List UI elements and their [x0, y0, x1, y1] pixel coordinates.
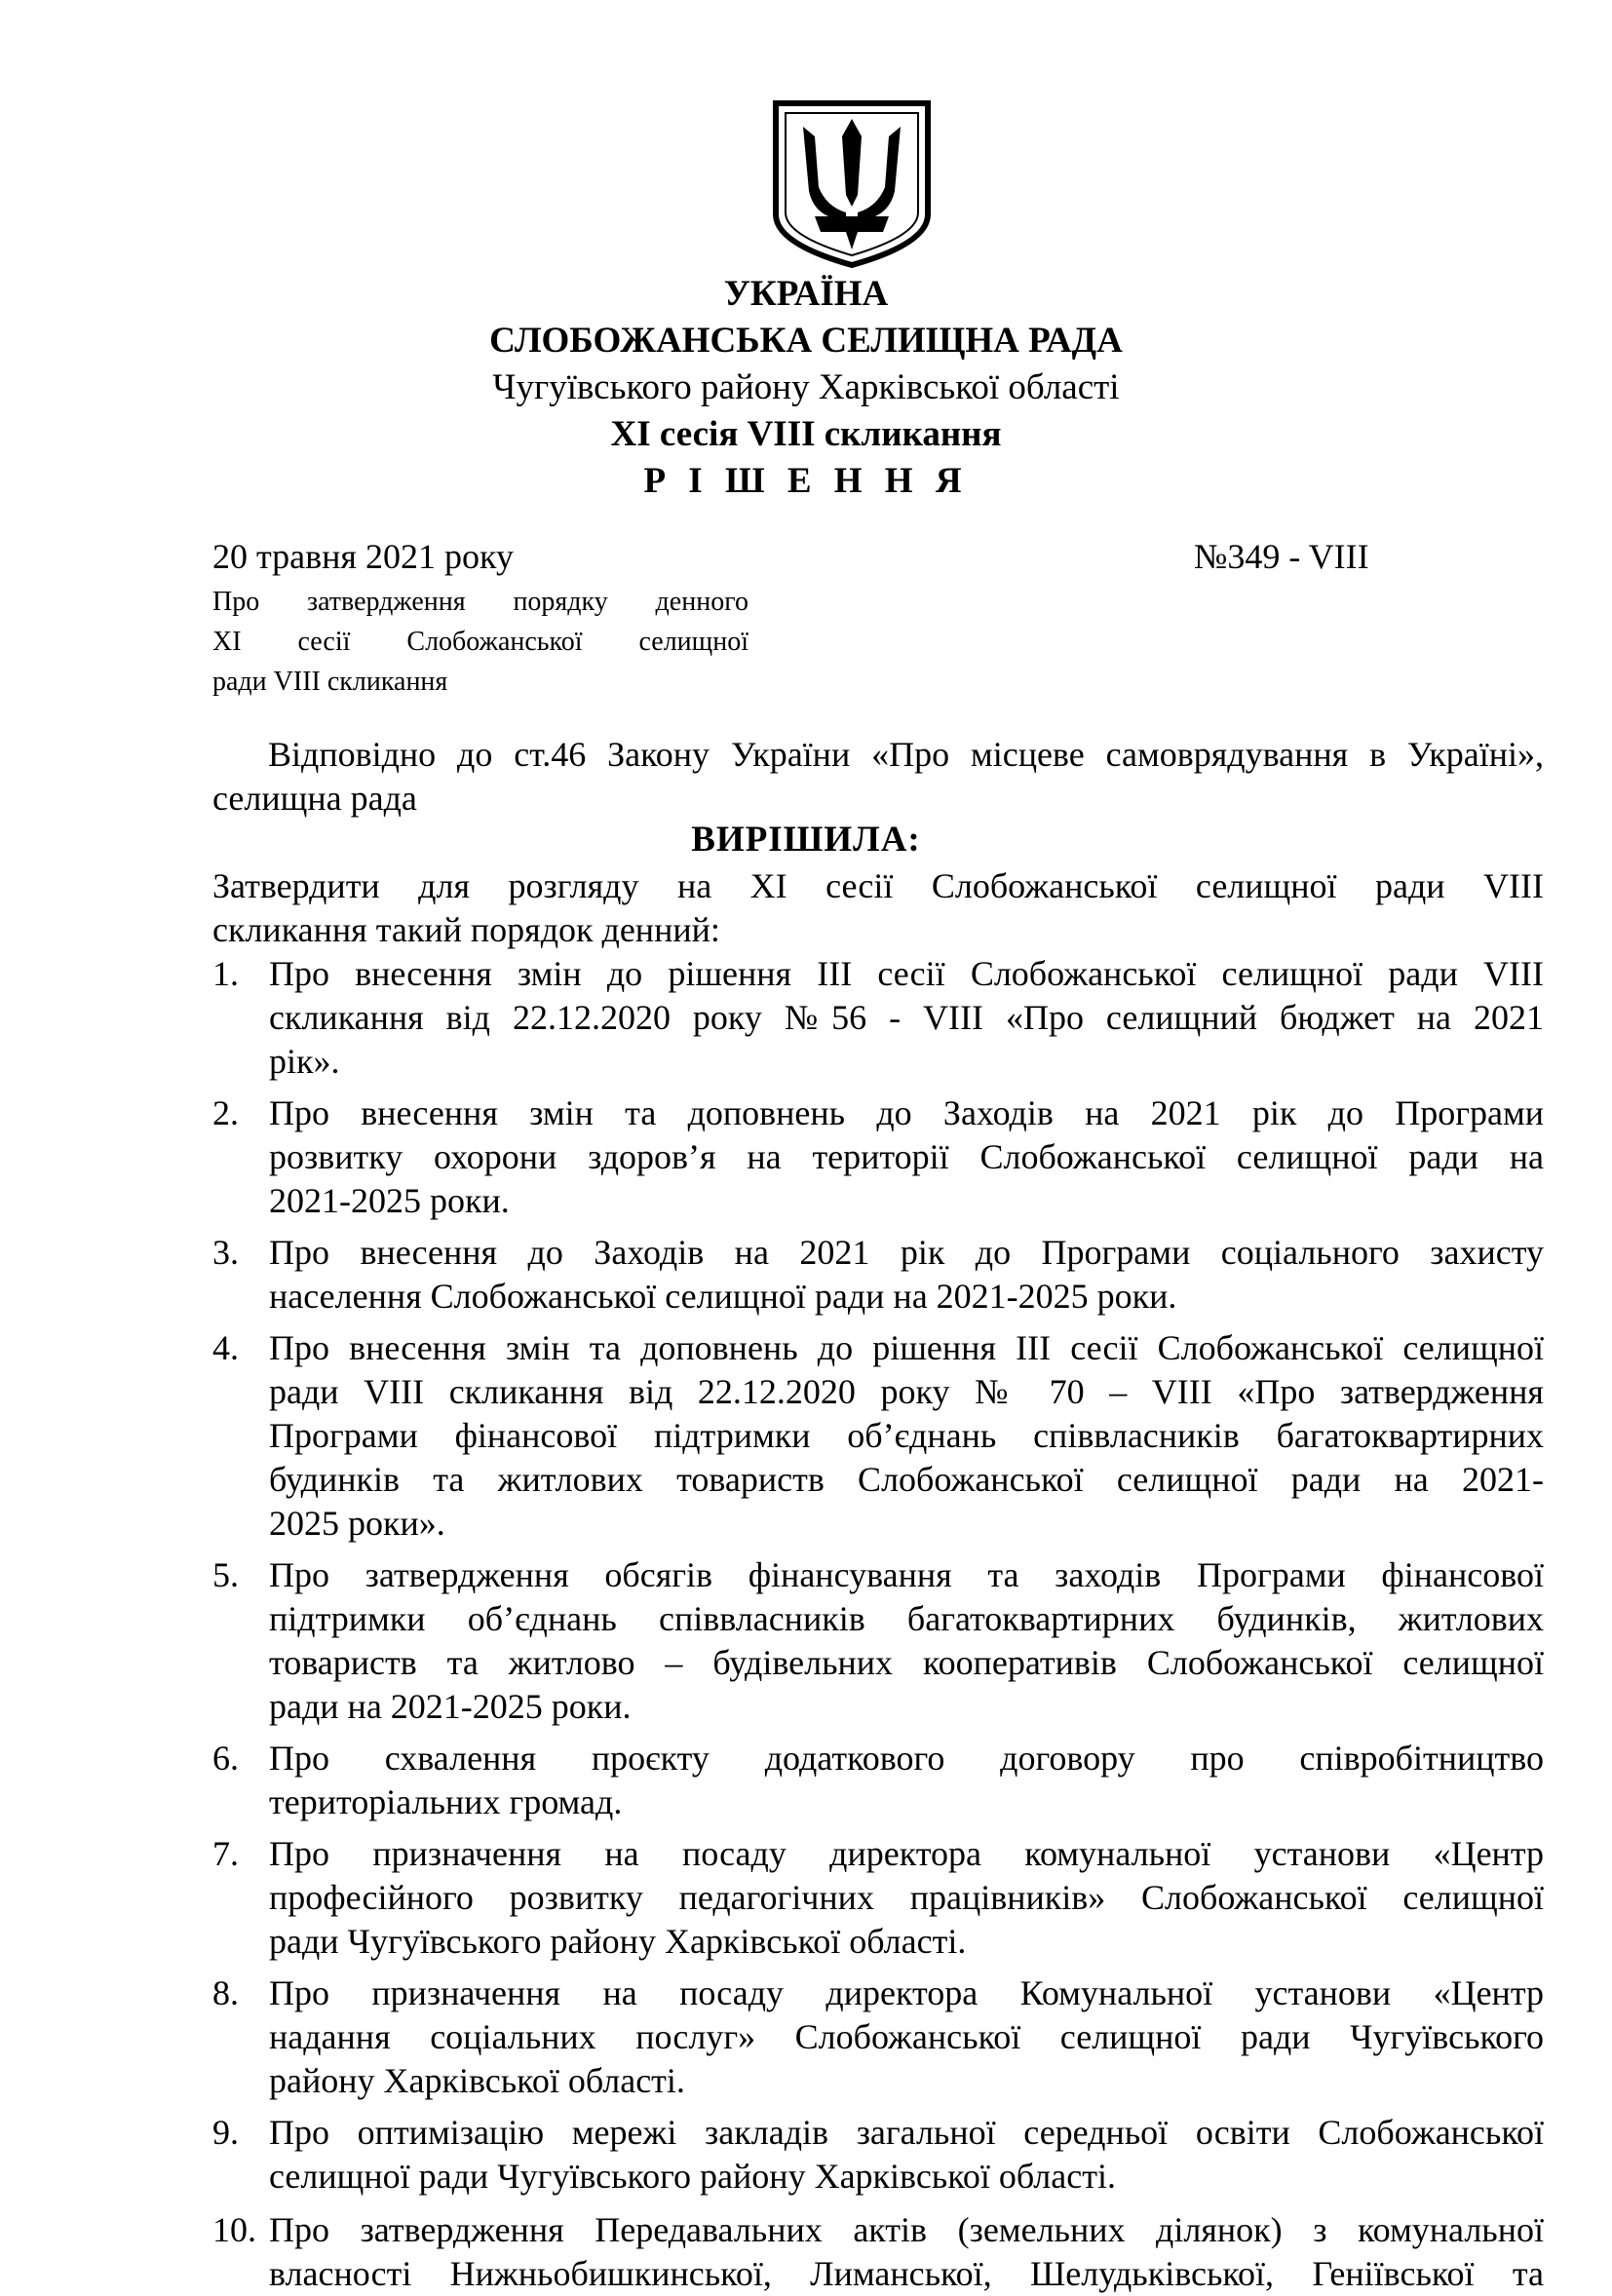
subject-line: Про затвердження порядку денного — [212, 587, 748, 617]
resolution-line: скликання такий порядок денний: — [212, 910, 720, 949]
agenda-item-line: 2025 роки». — [269, 1504, 445, 1543]
agenda-item-line: Про схвалення проєкту додаткового договору про співробітництво — [269, 1739, 1544, 1778]
agenda-item-line: територіальних громад. — [269, 1782, 623, 1821]
trident-coat-of-arms-icon — [770, 97, 934, 268]
agenda-item-line: надання соціальних послуг» Слобожанської селищної ради Чугуївського — [269, 2017, 1544, 2056]
agenda-item-number: 5. — [212, 1555, 239, 1594]
agenda-item-line: Про затвердження Передавальних актів (земельних ділянок) з комунальної — [269, 2210, 1544, 2249]
agenda-item-number: 6. — [212, 1739, 239, 1778]
agenda-item — [212, 1326, 1544, 1546]
agenda-item — [212, 2208, 1544, 2296]
agenda-item-number: 9. — [212, 2113, 239, 2152]
agenda-item — [212, 1091, 1544, 1223]
agenda-item-number: 8. — [212, 1973, 239, 2012]
agenda-item-number: 3. — [212, 1233, 239, 1272]
agenda-item-line: професійного розвитку педагогічних працівників» Слобожанської селищної — [269, 1878, 1544, 1917]
agenda-item-line: населення Слобожанської селищної ради на 2021-2025 роки. — [269, 1277, 1177, 1316]
agenda-item-line: Про внесення до Заходів на 2021 рік до Програми соціального захисту — [269, 1233, 1544, 1272]
agenda-item-line: ради на 2021-2025 роки. — [269, 1687, 632, 1726]
agenda-item-line: Про внесення змін до рішення III сесії Слобожанської селищної ради VIII — [269, 954, 1544, 993]
agenda-item — [212, 1971, 1544, 2103]
region-subtitle: Чугуївського району Харківської області — [492, 367, 1120, 407]
agenda-item-line: Про внесення змін та доповнень до рішення III сесії Слобожанської селищної — [269, 1328, 1544, 1367]
agenda-item-line: Про внесення змін та доповнень до Заходів на 2021 рік до Програми — [269, 1093, 1544, 1132]
agenda-item — [212, 952, 1544, 1084]
agenda-item-line: розвитку охорони здоров’я на території Слобожанської селищної ради на — [269, 1137, 1544, 1176]
agenda-item-number: 7. — [212, 1834, 239, 1873]
agenda-item-line: Про затвердження обсягів фінансування та заходів Програми фінансової — [269, 1555, 1544, 1594]
session-title: XI сесія VIII скликання — [610, 414, 1002, 454]
resolution-line: Затвердити для розгляду на XI сесії Слобожанської селищної ради VIII — [212, 866, 1544, 905]
decision-subject — [212, 582, 748, 702]
agenda-item-number: 4. — [212, 1328, 239, 1367]
agenda-item-line: району Харківської області. — [269, 2061, 685, 2100]
decision-date: 20 травня 2021 року — [212, 537, 514, 576]
country-title: УКРАЇНА — [723, 274, 889, 314]
agenda-item — [212, 1553, 1544, 1729]
agenda-item-line: скликання від 22.12.2020 року №56 - VIII «Про селищний бюджет на 2021 — [269, 998, 1544, 1037]
agenda-item-number: 1. — [212, 954, 239, 993]
agenda-item-line: підтримки об’єднань співвласників багатоквартирних будинків, житлових — [269, 1599, 1544, 1638]
subject-line: ради VIII скликання — [212, 667, 448, 697]
agenda-item — [212, 1231, 1544, 1319]
agenda-item-line: ради Чугуївського району Харківської області. — [269, 1922, 967, 1961]
agenda-item-line: власності Нижньобишкинської, Лиманської, Шелудьківської, Геніївської та — [269, 2254, 1544, 2293]
document-header — [0, 271, 1612, 505]
document-type-title: Р І Ш Е Н Н Я — [643, 461, 969, 501]
agenda-item — [212, 1737, 1544, 1824]
intro-line: селищна рада — [212, 779, 417, 818]
decision-number: №349 - VIII — [1194, 537, 1369, 576]
decided-heading: ВИРІШИЛА: — [691, 820, 921, 860]
agenda-item-number: 10. — [212, 2210, 256, 2249]
agenda-item-line: Про призначення на посаду директора комунальної установи «Центр — [269, 1834, 1544, 1873]
agenda-list — [212, 952, 1544, 2296]
agenda-item-line: будинків та житлових товариств Слобожанської селищної ради на 2021- — [269, 1460, 1544, 1499]
agenda-item-number: 2. — [212, 1093, 239, 1132]
subject-line: XI сесії Слобожанської селищної — [212, 627, 748, 657]
agenda-item-line: 2021-2025 роки. — [269, 1181, 510, 1220]
agenda-item — [212, 1832, 1544, 1964]
agenda-item-line: селищної ради Чугуївського району Харківської області. — [269, 2157, 1116, 2196]
agenda-item — [212, 2111, 1544, 2199]
agenda-item-line: Про оптимізацію мережі закладів загальної середньої освіти Слобожанської — [269, 2113, 1544, 2152]
intro-line: Відповідно до ст.46 Закону України «Про місцеве самоврядування в Україні», — [268, 735, 1544, 774]
intro-paragraph — [212, 733, 1544, 821]
agenda-item-line: товариств та житлово – будівельних кооперативів Слобожанської селищної — [269, 1643, 1544, 1682]
agenda-item-line: Програми фінансової підтримки об’єднань співвласників багатоквартирних — [269, 1416, 1544, 1455]
resolution-paragraph — [212, 864, 1544, 952]
agenda-item-line: ради VIII скликання від 22.12.2020 року № 70 – VIII «Про затвердження — [269, 1372, 1544, 1411]
agenda-item-line: Про призначення на посаду директора Комунальної установи «Центр — [269, 1973, 1544, 2012]
council-title: СЛОБОЖАНСЬКА СЕЛИЩНА РАДА — [489, 321, 1123, 361]
agenda-item-line: рік». — [269, 1042, 340, 1081]
